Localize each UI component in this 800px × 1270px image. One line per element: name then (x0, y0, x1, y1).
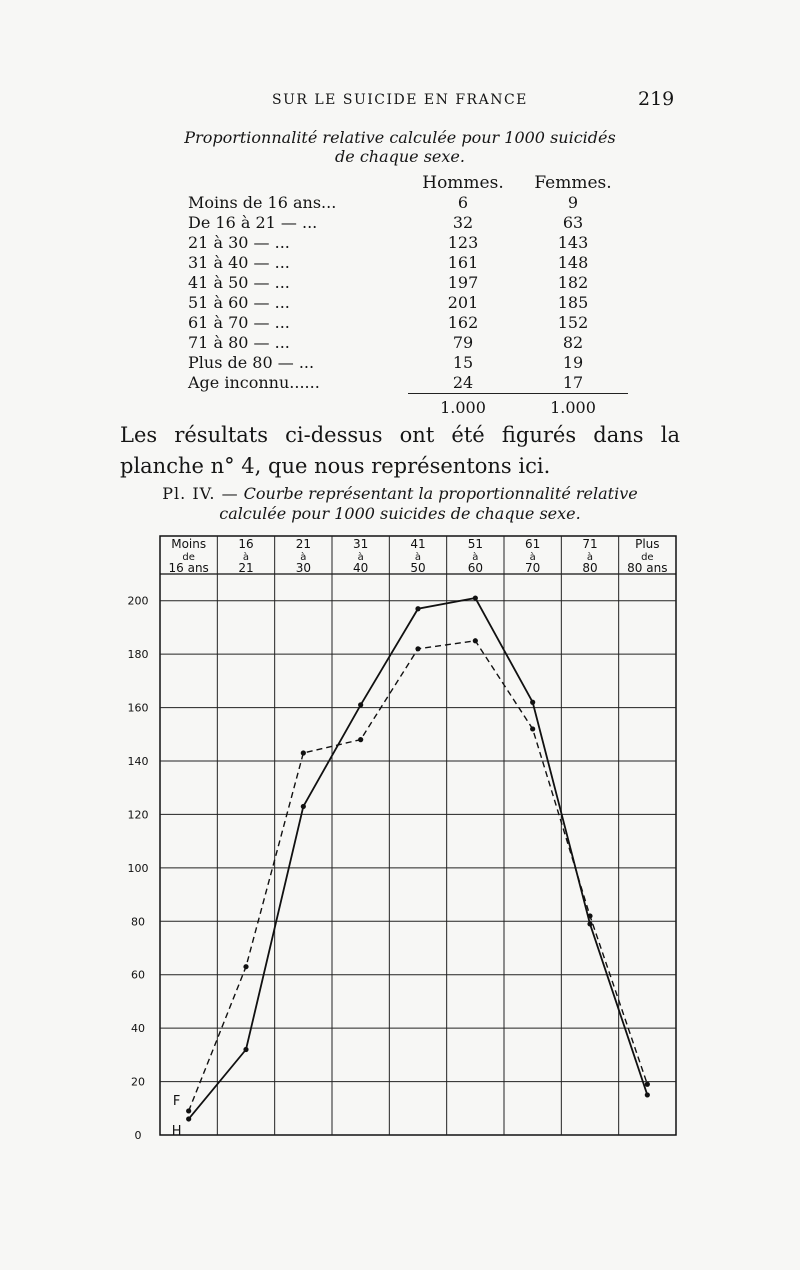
series-label: F (172, 1093, 181, 1109)
row-label: 51 à 60 — ... (188, 293, 290, 312)
table-row (188, 193, 628, 213)
value-femmes: 82 (562, 333, 584, 352)
row-label: Age inconnu...... (188, 373, 320, 393)
category-label: Moins (171, 537, 207, 551)
page-number: 219 (638, 88, 675, 110)
data-point (645, 1082, 650, 1087)
y-tick-label: 160 (127, 701, 149, 715)
value-femmes: 185 (557, 293, 589, 312)
category-label: de (641, 552, 654, 563)
data-point (301, 804, 306, 809)
y-tick-label: 60 (131, 968, 145, 982)
category-label: 70 (525, 561, 541, 575)
category-label: à (300, 552, 307, 563)
data-point (473, 595, 478, 600)
total-hommes: 1.000 (408, 394, 518, 423)
y-tick-label: 200 (127, 594, 149, 608)
category-label: 21 (295, 537, 311, 551)
data-point (243, 1047, 248, 1052)
table-title (120, 128, 680, 166)
value-femmes: 152 (557, 313, 589, 332)
row-label: 21 à 30 — ... (188, 233, 290, 252)
data-point (243, 964, 248, 969)
y-tick-label: 0 (134, 1129, 142, 1142)
y-tick-label: 80 (131, 915, 145, 929)
row-label: Plus de 80 — ... (188, 353, 315, 372)
y-tick-label: 40 (131, 1022, 145, 1036)
table-row (188, 233, 628, 253)
category-label: 40 (353, 561, 369, 575)
data-point (415, 646, 420, 651)
table-row (188, 273, 628, 293)
value-hommes: 123 (447, 233, 479, 252)
table-row (188, 373, 628, 394)
plate-caption-line-2: calculée pour 1000 suicides de chaque sexe. (219, 504, 581, 523)
series-line-h (189, 598, 648, 1119)
value-femmes: 17 (562, 373, 584, 392)
category-label: Plus (635, 537, 660, 551)
table-row (188, 313, 628, 333)
category-label: à (242, 552, 250, 563)
y-tick-label: 20 (131, 1075, 145, 1089)
table-header-blank (188, 173, 408, 193)
column-header-hommes: Hommes. (422, 173, 504, 193)
data-point (415, 606, 420, 611)
category-label: 80 (582, 561, 598, 575)
row-label: 61 à 70 — ... (188, 313, 290, 332)
value-hommes: 6 (457, 193, 469, 212)
data-point (358, 702, 363, 707)
value-femmes: 148 (557, 253, 589, 272)
plate-label: Pl. IV. — (162, 484, 239, 503)
table-row (188, 333, 628, 353)
value-femmes: 63 (562, 213, 584, 232)
data-point (645, 1092, 650, 1097)
category-label: 16 ans (168, 561, 209, 575)
value-femmes: 143 (557, 233, 589, 252)
data-point (587, 921, 592, 926)
total-row (188, 394, 628, 423)
value-hommes: 201 (447, 293, 479, 312)
y-tick-label: 120 (127, 808, 149, 822)
value-femmes: 19 (562, 353, 584, 372)
category-label: 50 (410, 561, 426, 575)
category-label: 16 (238, 537, 254, 551)
value-hommes: 197 (447, 273, 479, 292)
y-tick-label: 100 (127, 861, 149, 875)
category-label: à (414, 552, 422, 563)
data-point (186, 1108, 191, 1113)
data-point (301, 750, 306, 755)
category-label: à (357, 552, 364, 563)
table-title-line-1: Proportionnalité relative calculée pour 1000 suicidés (184, 128, 616, 147)
value-hommes: 15 (452, 353, 474, 372)
chart-frame (160, 536, 676, 1135)
data-point (358, 737, 363, 742)
table-row (188, 293, 628, 313)
category-label: à (529, 552, 536, 563)
body-paragraph: Les résultats ci-dessus ont été figurés dans la planche n° 4, que nous représentons ici. (120, 423, 680, 478)
data-point (530, 700, 535, 705)
table-row (188, 213, 628, 233)
table-body (188, 193, 628, 422)
category-label: 21 (238, 561, 254, 575)
row-label: 31 à 40 — ... (188, 253, 290, 272)
category-label: 60 (467, 561, 483, 575)
data-point (587, 913, 592, 918)
plate-caption-line-1: Courbe représentant la proportionnalité relative (243, 484, 638, 503)
value-hommes: 162 (447, 313, 479, 332)
value-hommes: 79 (452, 333, 474, 352)
row-label: De 16 à 21 — ... (188, 213, 318, 232)
plate-caption (120, 484, 680, 524)
category-label: 31 (353, 537, 369, 551)
column-header-femmes: Femmes. (534, 173, 612, 193)
y-tick-label: 140 (127, 755, 149, 768)
table-title-line-2: de chaque sexe. (335, 147, 465, 166)
total-label (188, 394, 408, 423)
category-label: 80 ans (627, 561, 668, 575)
category-label: 30 (295, 561, 311, 575)
category-label: à (586, 552, 594, 563)
series-line-f (189, 641, 648, 1111)
data-point (473, 638, 478, 643)
value-femmes: 182 (557, 273, 589, 292)
total-femmes: 1.000 (518, 394, 628, 423)
series-label: H (171, 1123, 182, 1139)
category-label: 61 (525, 537, 541, 551)
category-label: 51 (467, 537, 483, 551)
running-head: SUR LE SUICIDE EN FRANCE (272, 92, 528, 108)
category-label: de (182, 552, 195, 563)
category-label: 71 (582, 537, 598, 551)
category-label: 41 (410, 537, 426, 551)
data-point (530, 726, 535, 731)
value-hommes: 161 (447, 253, 479, 272)
value-hommes: 24 (452, 373, 474, 392)
data-table (188, 173, 628, 422)
table-row (188, 353, 628, 373)
category-label: à (472, 552, 479, 563)
table-row (188, 253, 628, 273)
suicide-curve-chart (124, 530, 684, 1155)
value-hommes: 32 (452, 213, 474, 232)
row-label: 71 à 80 — ... (188, 333, 290, 352)
data-point (186, 1116, 191, 1121)
row-label: 41 à 50 — ... (188, 273, 290, 292)
row-label: Moins de 16 ans... (188, 193, 337, 212)
value-femmes: 9 (567, 193, 579, 212)
y-tick-label: 180 (127, 648, 149, 662)
